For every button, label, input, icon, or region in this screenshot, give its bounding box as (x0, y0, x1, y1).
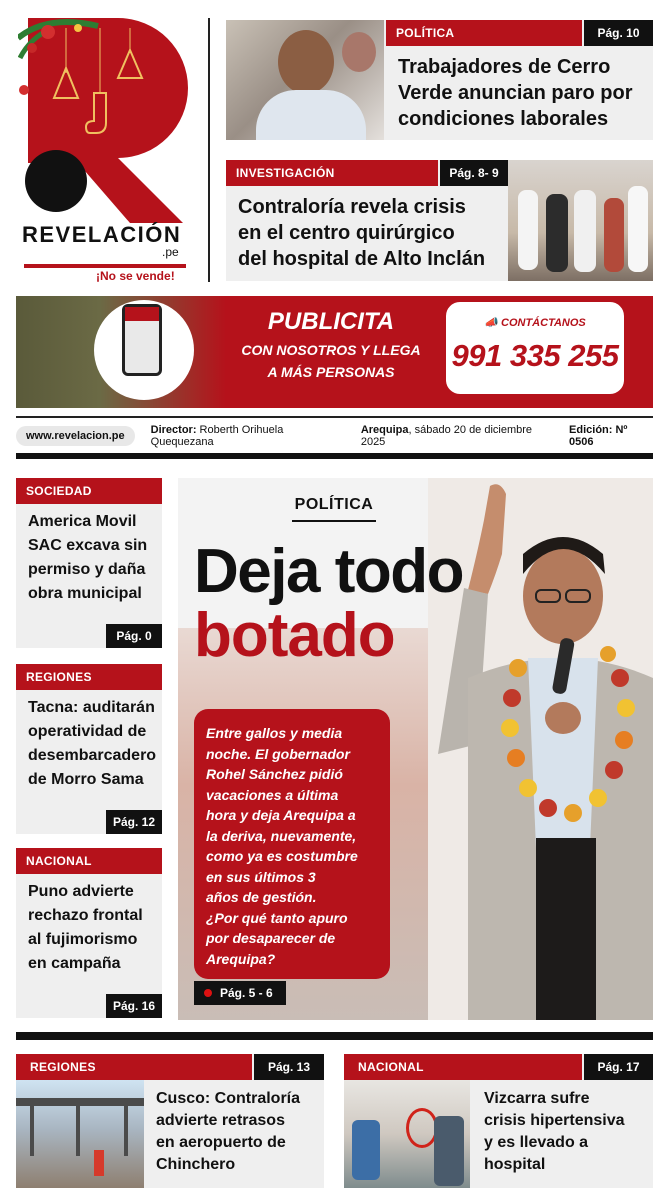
banner-subtitle-line2: A MÁS PERSONAS (267, 364, 395, 380)
bottom-story-nacional[interactable] (344, 1054, 653, 1188)
rule-top (16, 416, 653, 418)
feature-summary: Entre gallos y media noche. El gobernador Rohel Sánchez pidió vacaciones a última hora y deja Arequipa a la deriva, nuevamente, como ya es costumbre en sus últimos 3 años de gestión. ¿Por qué tanto apuro por desaparecer de Arequipa? (206, 725, 358, 967)
section-tag: SOCIEDAD (16, 478, 162, 504)
date: , sábado 20 de diciembre 2025 (360, 424, 533, 448)
banner-photo (16, 296, 226, 408)
banner-subtitle-line1: CON NOSOTROS Y LLEGA (241, 342, 421, 358)
story-photo (16, 1080, 144, 1188)
feature-story[interactable] (178, 478, 653, 1020)
side-story-regiones[interactable] (16, 664, 162, 834)
top-story-politica[interactable] (226, 20, 653, 140)
section-tag: INVESTIGACIÓN (226, 160, 438, 186)
logo-domain-suffix: .pe (162, 245, 179, 259)
logo-slogan: ¡No se vende! (96, 269, 175, 283)
feature-summary-box (194, 709, 390, 979)
logo-underline (24, 264, 186, 268)
rule-mid (16, 1032, 653, 1040)
bullet-dot-icon (204, 989, 212, 997)
section-tag: REGIONES (16, 664, 162, 690)
bottom-story-regiones[interactable] (16, 1054, 324, 1188)
page-number: Pág. 12 (106, 810, 162, 834)
feature-section-label: POLÍTICA (294, 496, 374, 513)
director-label: Director: (150, 424, 197, 436)
header-divider (208, 18, 210, 282)
story-headline: Trabajadores de Cerro Verde anuncian paro por condiciones laborales (398, 56, 633, 130)
top-story-investigacion[interactable] (226, 160, 653, 281)
logo-wordmark: REVELACIÓN (22, 222, 182, 247)
story-headline: Tacna: auditarán operatividad de desembarcadero de Morro Sama (28, 699, 157, 788)
feature-page-number: Pág. 5 - 6 (194, 981, 286, 1005)
page-number: Pág. 10 (584, 20, 653, 46)
site-link[interactable]: www.revelacion.pe (16, 426, 135, 446)
story-photo (508, 160, 653, 281)
director-name: Roberth Orihuela Quequezana (150, 424, 284, 448)
feature-headline-line2: botado (194, 601, 395, 670)
story-headline: Contraloría revela crisis en el centro quirúrgico del hospital de Alto Inclán (238, 196, 486, 270)
advertising-banner[interactable] (16, 296, 653, 408)
story-headline: America Movil SAC excava sin permiso y daña obra municipal (28, 513, 148, 602)
banner-title: PUBLICITA (267, 308, 395, 335)
page-number: Pág. 8- 9 (440, 160, 508, 186)
contact-box[interactable] (446, 302, 624, 394)
contact-phone[interactable]: 991 335 255 (451, 338, 619, 373)
rule-bottom (16, 453, 653, 459)
side-story-nacional[interactable] (16, 848, 162, 1018)
smartphone-icon (122, 304, 162, 376)
feature-headline-line1: Deja todo (194, 537, 463, 606)
section-tag: NACIONAL (16, 848, 162, 874)
section-tag: NACIONAL (344, 1054, 582, 1080)
edition-number: Edición: Nº 0506 (569, 424, 628, 448)
city: Arequipa (360, 424, 409, 436)
page-number: Pág. 16 (106, 994, 162, 1018)
page-number: Pág. 0 (106, 624, 162, 648)
page-number: Pág. 17 (584, 1054, 653, 1080)
story-photo (344, 1080, 470, 1188)
story-headline: Cusco: Contraloría advierte retrasos en aeropuerto de Chinchero (156, 1090, 301, 1173)
section-tag: REGIONES (16, 1054, 252, 1080)
story-headline: Vizcarra sufre crisis hipertensiva y es llevado a hospital (484, 1090, 625, 1173)
logo-emblem (18, 18, 188, 223)
section-tag: POLÍTICA (386, 20, 582, 46)
feature-section-underline (292, 520, 376, 522)
contact-label: CONTÁCTANOS (501, 317, 586, 329)
side-story-sociedad[interactable] (16, 478, 162, 648)
story-headline: Puno advierte rechazo frontal al fujimorismo en campaña (28, 883, 143, 972)
megaphone-icon: 📣 (484, 317, 502, 329)
page-number: Pág. 13 (254, 1054, 324, 1080)
story-photo (226, 20, 384, 140)
info-bar (16, 425, 653, 447)
